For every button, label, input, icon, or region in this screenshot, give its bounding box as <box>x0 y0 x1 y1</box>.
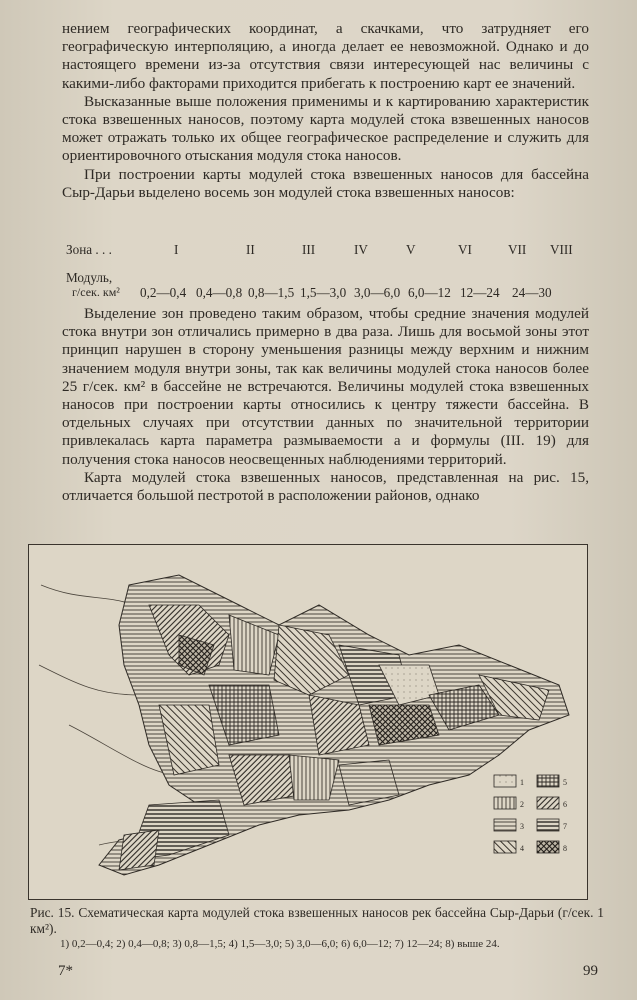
zone-5: V <box>406 242 416 257</box>
modulus-1: 0,2—0,4 <box>140 285 187 300</box>
caption-legend: 1) 0,2—0,4; 2) 0,4—0,8; 3) 0,8—1,5; 4) 1,5—3,0; 5) 3,0—6,0; 6) 6,0—12; 7) 12—24; 8) выше 24. <box>60 938 500 950</box>
paragraph-5: Карта модулей стока взвешенных наносов, представленная на рис. 15, отличается большой пестротой в расположении районов, однако <box>62 468 589 505</box>
legend-label-8: 8 <box>563 844 567 853</box>
legend-label-7: 7 <box>563 822 567 831</box>
legend-swatch-7 <box>537 819 559 831</box>
legend-swatch-5 <box>537 775 559 787</box>
figure-caption: Рис. 15. Схематическая карта модулей стока взвешенных наносов рек бассейна Сыр-Дарьи (г/сек. 1 км²). <box>30 905 604 936</box>
legend-swatch-3 <box>494 819 516 831</box>
modulus-3: 0,8—1,5 <box>248 285 295 300</box>
legend-label-6: 6 <box>563 800 567 809</box>
zone-4: IV <box>354 242 368 257</box>
zone-7: VII <box>508 242 527 257</box>
legend-swatch-8 <box>537 841 559 853</box>
legend-label-5: 5 <box>563 778 567 787</box>
zone-8: VIII <box>550 242 573 257</box>
zone-label: Зона . . . <box>66 242 112 257</box>
paragraph-3: При построении карты модулей стока взвешенных наносов для бассейна Сыр-Дарьи выделено восемь зон модулей стока взвешенных наносов: <box>62 165 589 201</box>
legend-swatch-2 <box>494 797 516 809</box>
zone-6: VI <box>458 242 472 257</box>
modulus-5: 3,0—6,0 <box>354 285 401 300</box>
modulus-2: 0,4—0,8 <box>196 285 243 300</box>
paragraph-2: Высказанные выше положения применимы и к картированию характеристик стока взвешенных наносов, поэтому карта модулей стока взвешенных наносов может отражать только их общее географическое распределение и служить для ориентировочного отыскания модуля стока наносов. <box>62 92 589 165</box>
basin-map <box>29 545 587 899</box>
paragraph-4: Выделение зон проведено таким образом, чтобы средние значения модулей стока внутри зон отличались примерно в два раза. Лишь для восьмой зоны этот принцип нарушен в сторону уменьшения разницы между верхним и нижним значением модуля внутри зоны, так как величины модулей стока наносов более 25 г/сек. км² в бассейне не встречаются. Величины модулей стока взвешенных наносов при построении карты относились к центру тяжести бассейна. В отдельных случаях при отсутствии данных по значительной территории привлекалась карта параметра размываемости a и формулы (III. 19) для получения стока наносов неосвещенных наблюдениями территорий. <box>62 305 589 468</box>
page-number: 99 <box>583 963 598 979</box>
legend-label-3: 3 <box>520 822 524 831</box>
modulus-label-1: Модуль, <box>66 270 113 285</box>
legend-label-1: 1 <box>520 778 524 787</box>
modulus-label-2: г/сек. км² <box>72 285 120 299</box>
modulus-7: 12—24 <box>460 285 500 300</box>
legend-swatch-1 <box>494 775 516 787</box>
modulus-4: 1,5—3,0 <box>300 285 347 300</box>
zone-3: III <box>302 242 316 257</box>
legend-swatch-4 <box>494 841 516 853</box>
legend-swatch-6 <box>537 797 559 809</box>
zone-2: II <box>246 242 255 257</box>
modulus-6: 6,0—12 <box>408 285 451 300</box>
modulus-8: 24—30 <box>512 285 552 300</box>
body-text-bottom <box>62 305 589 505</box>
legend-label-4: 4 <box>520 844 524 853</box>
paragraph-1: нением географических координат, а скачками, что затрудняет его географическую интерполяцию, а иногда делает ее невозможной. Однако и до настоящего времени из-за отсутствия связи интересующей нас величины с какими-либо факторами приходится прибегать к построению карт ее значений. <box>62 20 589 92</box>
legend-label-2: 2 <box>520 800 524 809</box>
basin-map-figure <box>28 544 588 900</box>
zone-1: I <box>174 242 179 257</box>
signature-mark: 7* <box>58 963 73 979</box>
body-text-top <box>62 20 589 202</box>
